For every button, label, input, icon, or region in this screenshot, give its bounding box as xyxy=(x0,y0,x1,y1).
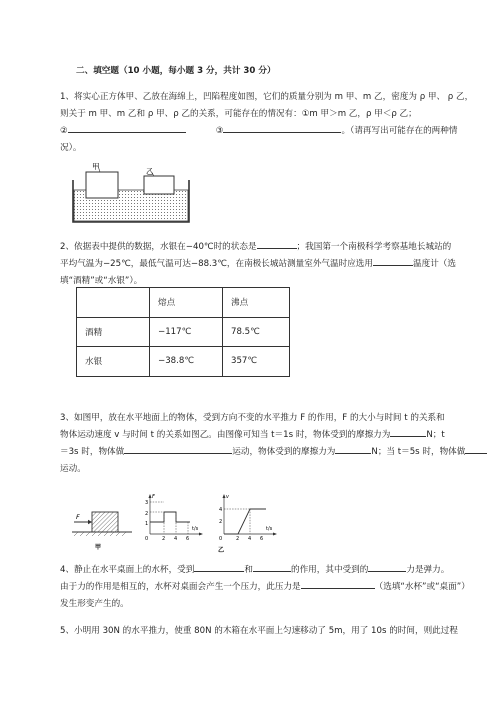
label-yi: 乙 xyxy=(146,167,154,176)
f-tick: 3 xyxy=(145,500,149,506)
table-cell: 357℃ xyxy=(223,347,290,377)
table-row xyxy=(77,317,290,347)
q4-answer-blank-2[interactable] xyxy=(253,570,291,572)
q3-answer-blank-2[interactable] xyxy=(124,452,232,454)
block xyxy=(92,512,118,532)
table-cell: 酒精 xyxy=(77,317,150,347)
q2-line1 xyxy=(60,240,451,252)
t-tick: 4 xyxy=(248,536,252,542)
label-jia: 甲 xyxy=(92,162,100,171)
q1-line4: 况）。 xyxy=(60,143,82,153)
t-tick: 2 xyxy=(162,536,166,542)
q2-line2-tail: 温度计（选 xyxy=(413,259,456,269)
q5-line1: 5、小明用 30N 的水平推力，使重 80N 的木箱在水平面上匀速移动了 5m，用了 10s 的时间，则此过程 xyxy=(60,626,458,636)
t-tick: 6 xyxy=(186,536,190,542)
table-cell: −117℃ xyxy=(150,317,223,347)
q3-figure-jia xyxy=(70,500,140,552)
v-series-line xyxy=(224,509,266,534)
f-series-line xyxy=(150,512,190,522)
q4-line1 xyxy=(60,563,449,575)
table-header-row xyxy=(77,288,290,318)
f-tick: 2 xyxy=(145,511,149,517)
q4-line2-text-a: 由于力的作用是相互的，水杯对桌面会产生一个压力，此压力是 xyxy=(60,582,301,592)
q4-line1-text-a: 4、静止在水平桌面上的水杯，受到 xyxy=(60,565,195,575)
v-tick: 2 xyxy=(219,519,223,525)
q2-line2-text: 平均气温为−25℃，最低气温可达−88.3℃，在南极长城站测量室外气温时应选用 xyxy=(60,259,373,269)
q3-answer-blank-4[interactable] xyxy=(465,452,487,454)
q3-answer-blank-1[interactable] xyxy=(390,435,426,437)
t-tick: 0 xyxy=(145,536,149,542)
q1-answer-blank-3[interactable] xyxy=(223,131,341,133)
table-row xyxy=(77,347,290,377)
table-header-cell: 熔点 xyxy=(150,288,223,318)
q1-sponge-figure xyxy=(70,160,192,228)
q1-option-2-label: ② xyxy=(60,126,68,136)
q1-option-3-label: ③ xyxy=(215,126,224,136)
q1-line3-tail: 。（请再写出可能存在的两种情 xyxy=(341,126,458,136)
q1-line1: 1、将实心正方体甲、乙放在海绵上，凹陷程度如图，它们的质量分别为 m 甲、m 乙，密度为 ρ 甲、 ρ 乙， xyxy=(60,92,474,102)
q3-line3-text-c: N；当 t＝5s 时，物体做 xyxy=(371,447,466,457)
q4-line2 xyxy=(60,580,470,592)
figure-label-jia: 甲 xyxy=(95,544,102,551)
melting-boiling-table xyxy=(76,287,290,377)
q2-line1-text: 2、依据表中提供的数据，水银在−40℃时的状态是 xyxy=(60,242,257,252)
q3-line1: 3、如图甲，放在水平地面上的物体，受到方向不变的水平推力 F 的作用，F 的大小与时间 t 的关系和 xyxy=(60,413,445,423)
q3-line2-text: 物体运动速度 v 与时间 t 的关系如图乙。由图像可知当 t＝1s 时，物体受到的摩擦力为 xyxy=(60,430,391,440)
v-axis-label: v xyxy=(226,494,229,500)
t-tick: 0 xyxy=(219,536,223,542)
f-tick: 1 xyxy=(145,521,149,527)
force-label: F xyxy=(76,513,80,521)
q3-line3 xyxy=(60,445,487,457)
table-cell: −38.8℃ xyxy=(150,347,223,377)
q3-line4: 运动。 xyxy=(60,464,86,474)
figure-label-yi: 乙 xyxy=(218,547,225,554)
q4-line1-text-c: 的作用，其中受到的 xyxy=(290,565,369,575)
cube-jia xyxy=(86,172,118,198)
section-title: 二、填空题（10 小题，每小题 3 分，共计 30 分） xyxy=(76,66,276,76)
q4-line3: 发生形变产生的。 xyxy=(60,599,129,609)
q3-line2 xyxy=(60,428,445,440)
q4-answer-blank-3[interactable] xyxy=(368,570,406,572)
v-time-axis-label: t/s xyxy=(266,526,273,532)
q3-line3-text-b: 运动，物体受到的摩擦力为 xyxy=(232,447,336,457)
cube-yi xyxy=(144,176,174,194)
q3-figure-yi xyxy=(140,492,280,554)
q3-answer-blank-3[interactable] xyxy=(335,452,371,454)
q4-line1-text-d: 力是弹力。 xyxy=(406,565,450,575)
v-tick: 4 xyxy=(219,507,223,513)
q4-answer-blank-4[interactable] xyxy=(301,587,375,589)
t-tick: 6 xyxy=(260,536,264,542)
q1-line2: 则关于 m 甲、m 乙和 ρ 甲、ρ 乙的关系，可能存在的情况有：①m 甲＞m 乙，ρ 甲＜ρ 乙； xyxy=(60,109,417,119)
q4-line2-text-b: （选填“水杯”或“桌面”） xyxy=(374,582,470,592)
q3-line3-text-a: ＝3s 时，物体做 xyxy=(60,447,125,457)
f-axis-label: F xyxy=(152,494,155,500)
table-cell: 78.5℃ xyxy=(223,317,290,347)
q1-answer-blank-2[interactable] xyxy=(68,131,186,133)
q3-line2-tail: N；t xyxy=(426,430,445,440)
q4-answer-blank-1[interactable] xyxy=(194,570,244,572)
q4-line1-text-b: 和 xyxy=(244,565,253,575)
velocity-time-graph xyxy=(219,494,277,542)
q2-answer-blank-1[interactable] xyxy=(257,247,297,249)
f-time-axis-label: t/s xyxy=(192,526,199,532)
table-header-cell: 沸点 xyxy=(223,288,290,318)
q2-answer-blank-2[interactable] xyxy=(373,264,413,266)
q2-line1-tail: ；我国第一个南极科学考察基地长城站的 xyxy=(296,242,452,252)
q2-line3: 填“酒精”或“水银”）。 xyxy=(60,276,143,286)
t-tick: 4 xyxy=(174,536,178,542)
q2-line2 xyxy=(60,257,456,269)
t-tick: 2 xyxy=(236,536,240,542)
q1-line3 xyxy=(60,124,457,136)
table-header-cell xyxy=(77,288,150,318)
table-cell: 水银 xyxy=(77,347,150,377)
force-time-graph xyxy=(145,494,203,542)
